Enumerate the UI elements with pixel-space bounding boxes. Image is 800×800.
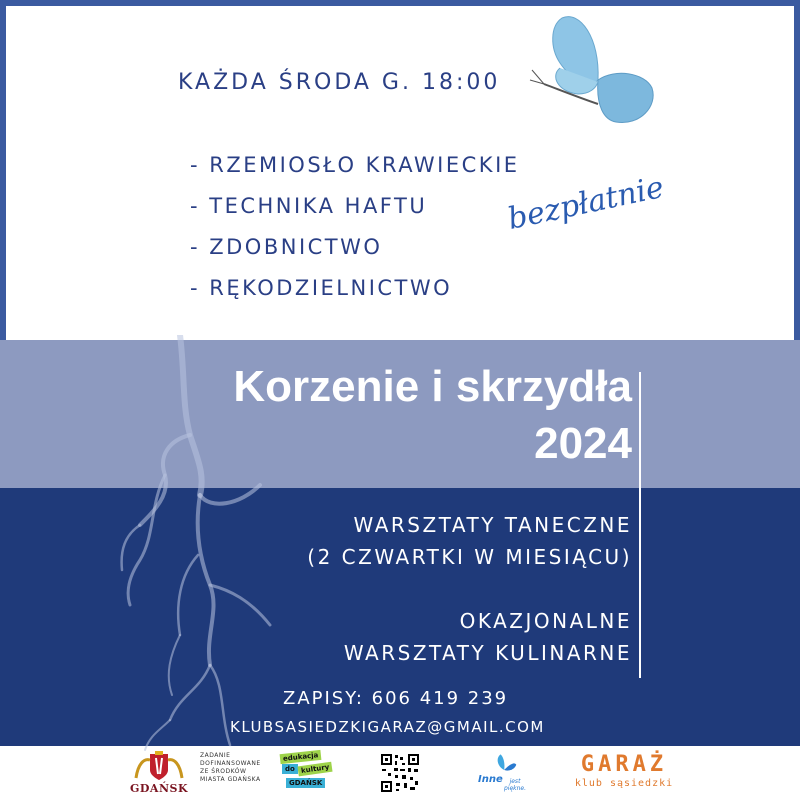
- inne-sub: jest piękne.: [503, 778, 527, 792]
- garaz-main: GARAŻ: [580, 752, 668, 777]
- list-item: - TECHNIKA HAFTU: [190, 194, 428, 218]
- gdansk-crest-icon: [130, 750, 188, 782]
- garaz-sub: klub sąsiedzki: [574, 778, 674, 789]
- garaz-logo: [574, 752, 674, 796]
- grant-line: DOFINANSOWANE: [200, 760, 261, 767]
- cooking-workshop-line1: OKAZJONALNE: [459, 609, 632, 633]
- list-item: - RZEMIOSŁO KRAWIECKIE: [190, 153, 520, 177]
- edu-word: GDAŃSK: [286, 778, 325, 788]
- signup-phone: ZAPISY: 606 419 239: [283, 688, 509, 709]
- edu-word: edukacja: [280, 750, 322, 764]
- edukacja-logo: [280, 752, 334, 794]
- schedule-text: KAŻDA ŚRODA G. 18:00: [178, 70, 501, 95]
- grant-line: MIASTA GDAŃSKA: [200, 776, 261, 783]
- dance-workshop-line2: (2 CZWARTKI W MIESIĄCU): [307, 545, 632, 569]
- list-item: - RĘKODZIELNICTWO: [190, 276, 453, 300]
- gdansk-label: GDAŃSK: [129, 782, 189, 795]
- list-item: - ZDOBNICTWO: [190, 235, 383, 259]
- grant-text: [200, 752, 261, 784]
- activities-list: [190, 150, 520, 314]
- grant-line: ZE ŚRODKÓW: [200, 768, 247, 775]
- inne-logo: [476, 752, 532, 794]
- butterfly-small-icon: [492, 752, 518, 774]
- cooking-workshop-line2: WARSZTATY KULINARNE: [343, 641, 632, 665]
- inne-main: Inne: [478, 774, 503, 785]
- edu-word: kultury: [297, 762, 332, 777]
- contact-email[interactable]: KLUBSASIEDZKIGARAZ@GMAIL.COM: [230, 718, 545, 736]
- gdansk-logo: [128, 750, 190, 798]
- dance-workshop-line1: WARSZTATY TANECZNE: [353, 513, 632, 537]
- butterfly-icon: [520, 8, 670, 128]
- free-note: bezpłatnie: [504, 169, 667, 237]
- grant-line: ZADANIE: [200, 752, 231, 759]
- divider-line: [639, 372, 641, 678]
- page-title: Korzenie i skrzydła: [233, 362, 632, 411]
- title-year: 2024: [534, 419, 632, 468]
- edu-word: do: [282, 764, 298, 774]
- qr-code[interactable]: [380, 753, 420, 793]
